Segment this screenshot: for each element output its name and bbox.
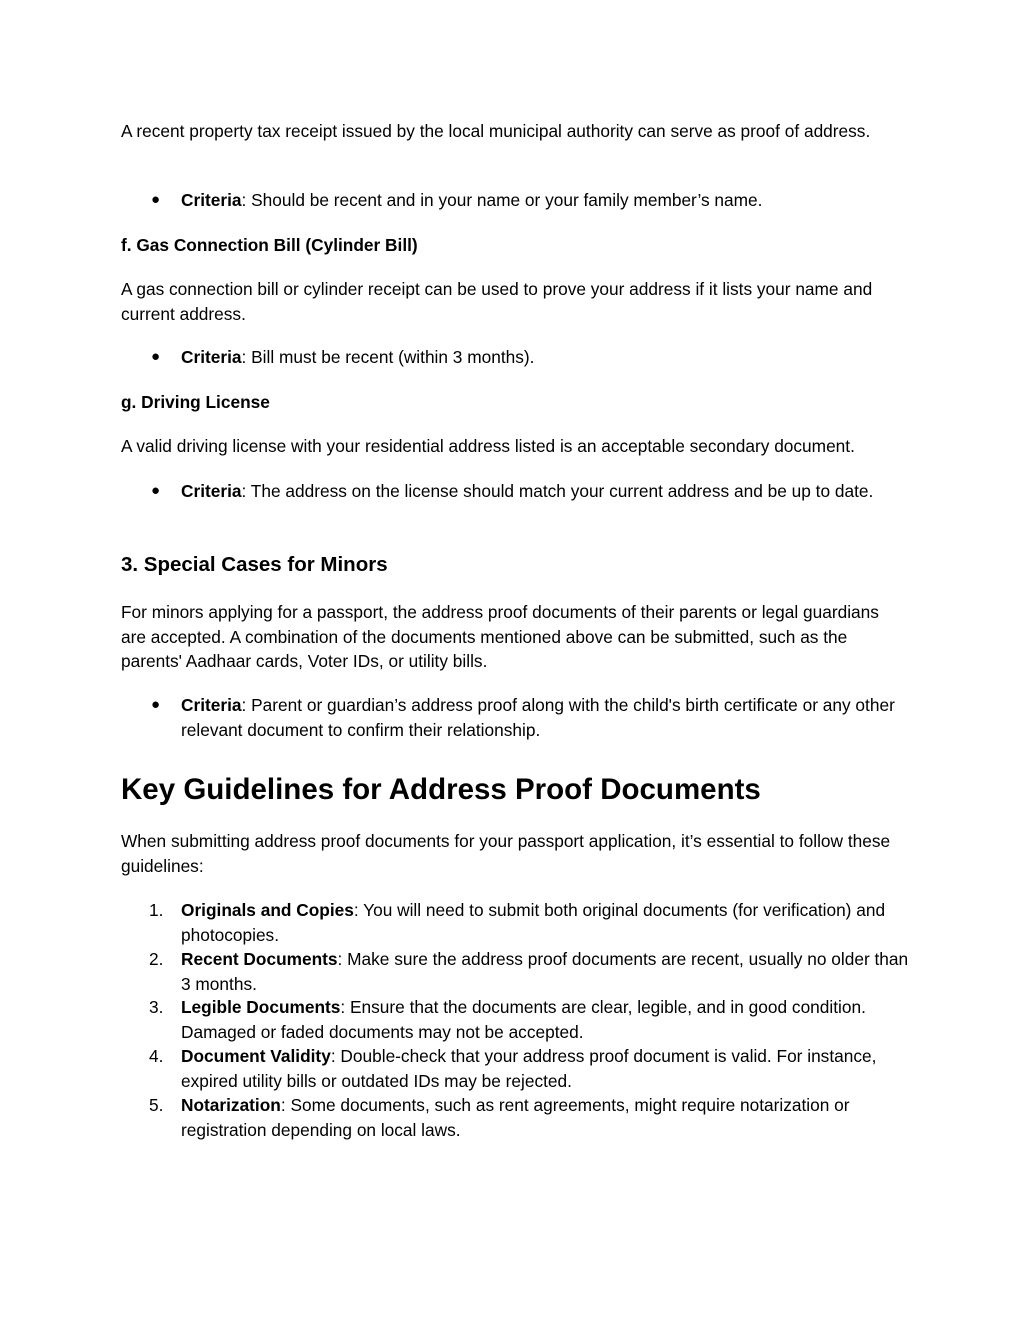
driving-license-paragraph: A valid driving license with your residential address listed is an acceptable secondary document. [121,436,855,456]
criteria-text: : Should be recent and in your name or your family member’s name. [241,190,763,210]
guideline-item [149,1044,911,1093]
criteria-text: : Bill must be recent (within 3 months). [241,347,535,367]
criteria-label: Criteria [181,190,242,210]
driving-license-criteria-item [151,479,911,504]
guideline-item [149,898,911,947]
gas-bill-criteria-item [151,345,911,370]
list-number: 5. [149,1095,164,1115]
guideline-label: Recent Documents [181,949,338,969]
guideline-item [149,1093,911,1142]
guideline-label: Notarization [181,1095,281,1115]
guideline-item [149,995,911,1044]
criteria-label: Criteria [181,695,242,715]
list-number: 3. [149,997,164,1017]
criteria-label: Criteria [181,347,242,367]
property-tax-criteria-item [151,188,911,213]
driving-license-heading: g. Driving License [121,392,270,412]
guideline-label: Originals and Copies [181,900,354,920]
guideline-label: Document Validity [181,1046,331,1066]
minors-heading: 3. Special Cases for Minors [121,553,388,576]
criteria-label: Criteria [181,481,242,501]
list-number: 4. [149,1046,164,1066]
minors-criteria-item [151,693,911,742]
guideline-item [149,947,911,996]
property-tax-paragraph: A recent property tax receipt issued by the local municipal authority can serve as proof of address. [121,121,871,141]
guidelines-intro: When submitting address proof documents for your passport application, it’s essential to follow these guidelines: [121,831,891,876]
criteria-text: : The address on the license should match your current address and be up to date. [241,481,874,501]
guideline-label: Legible Documents [181,997,341,1017]
guideline-text: : Double-check that your address proof document is valid. For instance, expired utility bills or outdated IDs may be rejected. [181,1046,877,1091]
guidelines-heading: Key Guidelines for Address Proof Documents [121,773,761,806]
gas-bill-heading: f. Gas Connection Bill (Cylinder Bill) [121,235,418,255]
guideline-text: : Ensure that the documents are clear, legible, and in good condition. Damaged or faded documents may not be accepted. [181,997,866,1042]
guideline-text: : Make sure the address proof documents are recent, usually no older than 3 months. [181,949,909,994]
guideline-text: : You will need to submit both original documents (for verification) and photocopies. [181,900,886,945]
bullet-icon: ● [151,696,161,713]
minors-paragraph: For minors applying for a passport, the address proof documents of their parents or legal guardians are accepted. A combination of the documents mentioned above can be submitted, such as the parents' Aadhaar cards, Voter IDs, or utility bills. [121,602,879,671]
bullet-icon: ● [151,348,161,365]
criteria-text: : Parent or guardian’s address proof along with the child's birth certificate or any other relevant document to confirm their relationship. [181,695,895,740]
bullet-icon: ● [151,482,161,499]
guideline-text: : Some documents, such as rent agreements, might require notarization or registration depending on local laws. [181,1095,850,1140]
gas-bill-paragraph: A gas connection bill or cylinder receipt can be used to prove your address if it lists your name and current address. [121,279,873,324]
list-number: 2. [149,949,164,969]
bullet-icon: ● [151,191,161,208]
list-number: 1. [149,900,164,920]
